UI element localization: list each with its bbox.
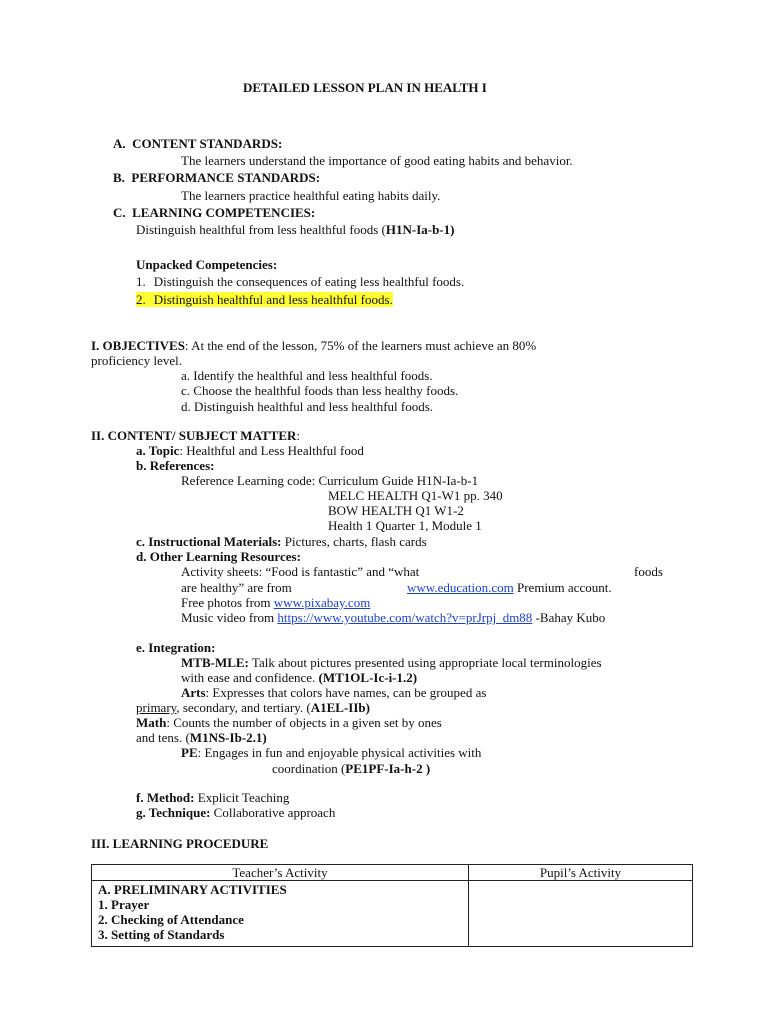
table-row-label: A. PRELIMINARY ACTIVITIES — [98, 882, 287, 897]
pupil-activity-cell — [469, 881, 693, 947]
free-photos-line: Free photos from www.pixabay.com — [181, 595, 371, 610]
table-row-label: 3. Setting of Standards — [98, 927, 225, 942]
objective-a: a. Identify the healthful and less healthful foods. — [181, 368, 433, 383]
learning-procedure-table — [91, 864, 693, 947]
other-resources-heading: d. Other Learning Resources: — [136, 549, 301, 564]
competency-code: H1N-Ia-b-1) — [385, 222, 455, 237]
teacher-activity-cell — [92, 881, 469, 947]
pixabay-link[interactable]: www.pixabay.com — [273, 595, 371, 610]
table-header-row — [92, 865, 693, 881]
content-standards-heading: A. CONTENT STANDARDS: — [113, 136, 283, 151]
unpacked-item-1: 1. Distinguish the consequences of eating less healthful foods. — [136, 274, 465, 289]
objective-c: c. Choose the healthful foods than less healthy foods. — [181, 383, 459, 398]
table-row — [92, 881, 693, 947]
content-standards-text: The learners understand the importance of good eating habits and behavior. — [181, 153, 573, 168]
table-row-label: 2. Checking of Attendance — [98, 912, 244, 927]
learning-competencies-text: Distinguish healthful from less healthful foods (H1N-Ia-b-1) — [136, 222, 455, 237]
integration-arts-line-1: Arts: Expresses that colors have names, can be grouped as — [181, 685, 487, 700]
table-row-label: 1. Prayer — [98, 897, 150, 912]
education-link-line: www.education.com Premium account. — [407, 580, 612, 595]
activity-sheets-line-2: are healthy” are from — [181, 580, 292, 595]
reference-3: BOW HEALTH Q1 W1-2 — [328, 503, 464, 518]
performance-standards-heading: B. PERFORMANCE STANDARDS: — [113, 170, 321, 185]
integration-mtb-line-1: MTB-MLE: Talk about pictures presented using appropriate local terminologies — [181, 655, 602, 670]
method-line: f. Method: Explicit Teaching — [136, 790, 290, 805]
youtube-link[interactable]: https://www.youtube.com/watch?v=prJrpj_dm88 — [277, 610, 533, 625]
reference-2: MELC HEALTH Q1-W1 pp. 340 — [328, 488, 503, 503]
instructional-materials-line: c. Instructional Materials: Pictures, charts, flash cards — [136, 534, 427, 549]
reference-4: Health 1 Quarter 1, Module 1 — [328, 518, 482, 533]
integration-pe-line-1: PE: Engages in fun and enjoyable physical activities with — [181, 745, 482, 760]
learning-procedure-heading: III. LEARNING PROCEDURE — [91, 836, 269, 851]
objectives-line-2: proficiency level. — [91, 353, 182, 368]
integration-heading: e. Integration: — [136, 640, 216, 655]
objectives-line-1: I. OBJECTIVES: At the end of the lesson, 75% of the learners must achieve an 80% — [91, 338, 537, 353]
learning-competencies-heading: C. LEARNING COMPETENCIES: — [113, 205, 316, 220]
activity-sheets-line-1: Activity sheets: “Food is fantastic” and “what — [181, 564, 420, 579]
pupil-activity-header: Pupil’s Activity — [469, 865, 693, 881]
technique-line: g. Technique: Collaborative approach — [136, 805, 336, 820]
unpacked-competencies-heading: Unpacked Competencies: — [136, 257, 278, 272]
objective-d: d. Distinguish healthful and less healthful foods. — [181, 399, 434, 414]
unpacked-item-2-highlighted: 2. Distinguish healthful and less healthful foods. — [136, 292, 393, 307]
integration-pe-line-2: coordination (PE1PF-Ia-h-2 ) — [272, 761, 431, 776]
document-title: DETAILED LESSON PLAN IN HEALTH I — [243, 80, 487, 95]
topic-line: a. Topic: Healthful and Less Healthful food — [136, 443, 364, 458]
performance-standards-text: The learners practice healthful eating habits daily. — [181, 188, 441, 203]
objectives-heading: I. OBJECTIVES — [91, 338, 185, 353]
integration-math-line-2: and tens. (M1NS-Ib-2.1) — [136, 730, 267, 745]
music-video-line: Music video from https://www.youtube.com/watch?v=prJrpj_dm88 -Bahay Kubo — [181, 610, 606, 625]
reference-1: Reference Learning code: Curriculum Guide H1N-Ia-b-1 — [181, 473, 479, 488]
education-link[interactable]: www.education.com — [407, 580, 514, 595]
integration-math-line-1: Math: Counts the number of objects in a given set by ones — [136, 715, 442, 730]
activity-sheets-line-1-end: foods — [634, 564, 663, 579]
teacher-activity-header: Teacher’s Activity — [92, 865, 469, 881]
content-heading: II. CONTENT/ SUBJECT MATTER: — [91, 428, 301, 443]
integration-arts-line-2: primary, secondary, and tertiary. (A1EL-IIb) — [136, 700, 370, 715]
references-heading: b. References: — [136, 458, 215, 473]
integration-mtb-line-2: with ease and confidence. (MT1OL-Ic-i-1.2) — [181, 670, 418, 685]
